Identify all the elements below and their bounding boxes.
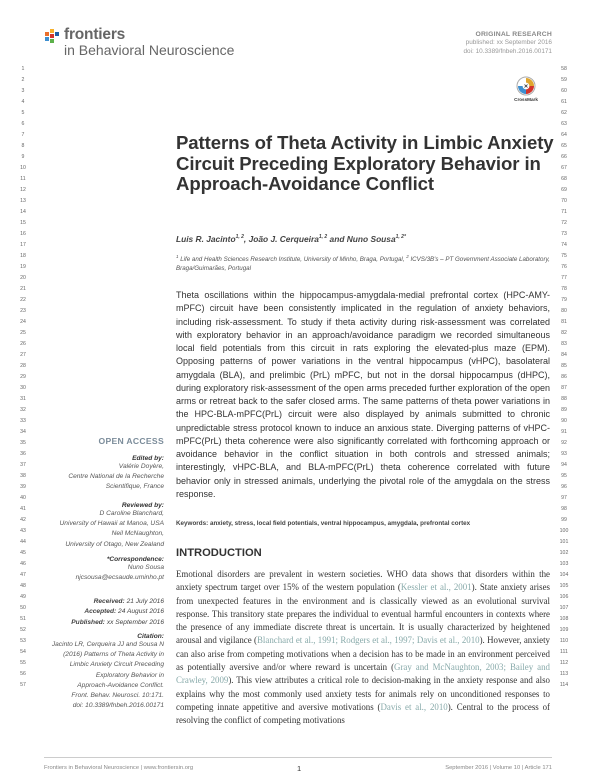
- line-number: 10: [20, 165, 26, 171]
- line-number: 24: [20, 319, 26, 325]
- reviewed-by-label: Reviewed by:: [121, 502, 164, 509]
- line-numbers-right: [556, 64, 572, 691]
- line-number: 7: [21, 132, 25, 138]
- line-number: 88: [561, 396, 567, 402]
- footer-journal[interactable]: Frontiers in Behavioral Neuroscience | www.frontiersin.org: [44, 765, 194, 771]
- line-number: 74: [561, 242, 567, 248]
- line-number: 82: [561, 330, 567, 336]
- affiliation-marker: 2: [406, 254, 409, 259]
- author-affiliation-marker: 1, 2: [235, 234, 244, 241]
- line-number: 92: [561, 440, 567, 446]
- line-number: 68: [561, 176, 567, 182]
- citation-line: doi: 10.3389/fnbeh.2016.00171: [72, 702, 164, 710]
- body-text-span: ). However, anxiety can also arise from competing motivations when a decision has to be made in an environment perceived as potentially aversive and/or where reward is uncertain (: [176, 635, 550, 673]
- line-number: 73: [561, 231, 567, 237]
- line-number: 106: [559, 594, 569, 600]
- open-access-label: OPEN ACCESS: [98, 436, 164, 446]
- line-number: 58: [561, 66, 567, 72]
- line-number: 102: [559, 550, 569, 556]
- line-number: 23: [20, 308, 26, 314]
- author-affiliation-marker: 1, 2*: [395, 234, 406, 241]
- crossmark-icon: [513, 76, 539, 98]
- line-number: 83: [561, 341, 567, 347]
- line-number: 51: [20, 616, 26, 622]
- accepted-value: 24 August 2016: [118, 608, 164, 616]
- line-number: 39: [20, 484, 26, 490]
- correspondence-line: Nuno Sousa: [127, 564, 164, 571]
- line-number: 75: [561, 253, 567, 259]
- editor-list: [36, 462, 164, 493]
- article-title: Patterns of Theta Activity in Limbic Anxiety Circuit Preceding Exploratory Behavior in Approach-Avoidance Conflict: [176, 132, 554, 194]
- line-number: 14: [20, 209, 26, 215]
- line-number: 78: [561, 286, 567, 292]
- citation-line: Jacinto LR, Cerqueira JJ and Sousa N: [51, 641, 164, 648]
- line-number: 86: [561, 374, 567, 380]
- line-number: 28: [20, 363, 26, 369]
- received-label: Received:: [93, 598, 125, 605]
- line-number: 16: [20, 231, 26, 237]
- line-number: 67: [561, 165, 567, 171]
- line-number: 33: [20, 418, 26, 424]
- line-number: 71: [561, 209, 567, 215]
- line-number: 64: [561, 132, 567, 138]
- crossmark-badge[interactable]: [513, 76, 539, 106]
- line-number: 99: [561, 517, 567, 523]
- introduction-paragraph: [176, 568, 550, 728]
- reviewer-line: University of Otago, New Zealand: [65, 540, 164, 548]
- line-number: 63: [561, 121, 567, 127]
- citation-line: Approach-Avoidance Conflict.: [77, 681, 164, 689]
- line-number: 52: [20, 627, 26, 633]
- line-number: 25: [20, 330, 26, 336]
- footer-volume: September 2016 | Volume 10 | Article 171: [445, 765, 552, 771]
- line-number: 43: [20, 528, 26, 534]
- citation: [36, 633, 164, 711]
- line-number: 85: [561, 363, 567, 369]
- article-type: ORIGINAL RESEARCH: [475, 31, 552, 38]
- line-number: 91: [561, 429, 567, 435]
- line-number: 90: [561, 418, 567, 424]
- line-number: 32: [20, 407, 26, 413]
- line-number: 56: [20, 671, 26, 677]
- citation-label: Citation:: [137, 633, 164, 640]
- line-number: 8: [21, 143, 25, 149]
- accepted-date: [36, 607, 164, 617]
- reviewed-by: [36, 502, 164, 550]
- line-number: 41: [20, 506, 26, 512]
- line-number: 101: [559, 539, 569, 545]
- line-number: 11: [20, 176, 26, 182]
- citation-line: Limbic Anxiety Circuit Preceding: [69, 661, 164, 669]
- line-number: 47: [20, 572, 26, 578]
- line-numbers-left: [16, 64, 30, 691]
- line-number: 44: [20, 539, 26, 545]
- correspondence: [36, 556, 164, 583]
- body-text-span: ). State anxiety arises from unexpected features in the environment and is classically viewed as an evolutional survival response. This transitory state prepares the individual to eventual harmful encounters in contexts where the presence of any immediate discrete threat is uncertain. It is usually characterized by heightened arousal and vigilance (: [176, 582, 550, 646]
- line-number: 49: [20, 594, 26, 600]
- frontiers-logo-icon: [44, 28, 64, 48]
- citation-line: Front. Behav. Neurosci. 10:171.: [71, 692, 164, 700]
- line-number: 17: [20, 242, 26, 248]
- line-number: 3: [21, 88, 25, 94]
- line-number: 38: [20, 473, 26, 479]
- citation-link[interactable]: Kessler et al., 2001: [400, 582, 472, 593]
- editor-line: Valérie Doyère,: [118, 463, 164, 470]
- brand-name: frontiers: [64, 26, 126, 43]
- affiliation: Life and Health Sciences Research Institute, University of Minho, Braga, Portugal,: [178, 256, 407, 264]
- line-number: 6: [21, 121, 25, 127]
- line-number: 5: [21, 110, 25, 116]
- line-number: 87: [561, 385, 567, 391]
- line-number: 96: [561, 484, 567, 490]
- line-number: 108: [559, 616, 569, 622]
- line-number: 62: [561, 110, 567, 116]
- edited-by-label: Edited by:: [132, 455, 164, 462]
- line-number: 72: [561, 220, 567, 226]
- line-number: 9: [21, 154, 25, 160]
- line-number: 97: [561, 495, 567, 501]
- reviewer-line: University of Hawaii at Manoa, USA: [59, 520, 164, 528]
- line-number: 113: [559, 671, 569, 677]
- line-number: 4: [21, 99, 25, 105]
- line-number: 53: [20, 638, 26, 644]
- received-value: 21 July 2016: [126, 598, 164, 605]
- line-number: 59: [561, 77, 567, 83]
- section-heading-introduction: INTRODUCTION: [176, 547, 262, 559]
- line-number: 103: [559, 561, 569, 567]
- line-number: 40: [20, 495, 26, 501]
- author-name[interactable]: Luis R. Jacinto: [176, 234, 236, 244]
- author-list: Luis R. Jacinto$^{1, 2}$, João J. Cerqueira$^{1, 2}$ and Nuno Sousa$^{1, 2*}$: [176, 234, 406, 244]
- line-number: 66: [561, 154, 567, 160]
- line-number: 21: [20, 286, 26, 292]
- line-number: 70: [561, 198, 567, 204]
- received-date: [36, 597, 164, 607]
- line-number: 37: [20, 462, 26, 468]
- line-number: 94: [561, 462, 567, 468]
- accepted-label: Accepted:: [84, 608, 117, 616]
- line-number: 100: [559, 528, 569, 534]
- article-header-info: [464, 31, 553, 56]
- journal-logo: [44, 26, 244, 66]
- line-number: 36: [20, 451, 26, 457]
- published-label: Published:: [71, 618, 105, 626]
- journal-name: in Behavioral Neuroscience: [64, 42, 235, 58]
- published-date-sidebar: [36, 618, 164, 628]
- line-number: 22: [20, 297, 26, 303]
- open-access-badge: [36, 436, 164, 446]
- citation-line: (2016) Patterns of Theta Activity in: [63, 651, 164, 659]
- footer-divider: [44, 757, 552, 758]
- line-number: 27: [20, 352, 26, 358]
- citation-link[interactable]: Gray and McNaughton, 2003; Bailey and Crawley, 2009: [176, 662, 550, 686]
- line-number: 95: [561, 473, 567, 479]
- citation-line: Exploratory Behavior in: [95, 671, 164, 679]
- citation-text: [36, 640, 164, 711]
- editor-line: Scientifique, France: [105, 483, 164, 491]
- line-number: 105: [559, 583, 569, 589]
- citation-link[interactable]: Davis et al., 2010: [380, 701, 448, 712]
- line-number: 20: [20, 275, 26, 281]
- body-text-span: Emotional disorders are prevalent in western societies. WHO data shows that disorders within the anxiety spectrum target over 15% of the western population (: [176, 569, 550, 593]
- dates: [36, 597, 164, 628]
- line-number: 55: [20, 660, 26, 666]
- line-number: 69: [561, 187, 567, 193]
- line-number: 112: [559, 660, 569, 666]
- line-number: 60: [561, 88, 567, 94]
- line-number: 109: [559, 627, 569, 633]
- line-number: 93: [561, 451, 567, 457]
- correspondence-line: njcsousa@ecsaude.uminho.pt: [75, 574, 164, 582]
- editor-line: Centre National de la Recherche: [68, 473, 164, 481]
- line-number: 18: [20, 253, 26, 259]
- line-number: 2: [21, 77, 25, 83]
- abstract: Theta oscillations within the hippocampus-amygdala-medial prefrontal cortex (HPC-AMY-mPFC) circuit have been consistently implicated in the regulation of anxiety behaviors, including risk-assessment. To study if theta activity during risk-assessment was correlated with exploratory behavior in an approach/avoidance paradigm we recorded simultaneous local field potentials from this circuit in rats exploring the elevated-plus maze (EPM). Opposing patterns of power variations in the ventral hippocampus (vHPC), basolateral amygdala (BLA), and prelimbic (PrL) mPFC, but not in the dorsal hippocampus (dHPC), during exploratory risk-assessment of the open arms preceded further exploration of the open arms or retreat back to the safer closed arms. The same patterns of theta power variations in the HPC-BLA-mPFC(PrL) circuit were also displayed by animals submitted to chronic unpredictable stress protocol known to induce an anxious state. Diverging patterns of vHPC-mPFC(PrL) theta coherence were also significantly correlated with forthcoming approach or avoidance behavior in the conflict situation in both controls and stressed animals; interestingly, vHPC-BLA, and BLA-mPFC(PrL) theta coherence correlated with future behavior only in stressed animals, underlying the pivotal role of the amygdala on the stress response.: [176, 290, 550, 499]
- affiliation-marker: 1: [176, 254, 179, 259]
- line-number: 30: [20, 385, 26, 391]
- line-number: 57: [20, 682, 26, 688]
- line-number: 65: [561, 143, 567, 149]
- line-number: 26: [20, 341, 26, 347]
- crossmark-label: CrossMark: [514, 97, 538, 102]
- line-number: 34: [20, 429, 26, 435]
- line-number: 48: [20, 583, 26, 589]
- line-number: 45: [20, 550, 26, 556]
- line-number: 114: [559, 682, 569, 688]
- keywords: Keywords: anxiety, stress, local field potentials, ventral hippocampus, amygdala, prefrontal cortex: [176, 520, 471, 527]
- line-number: 77: [561, 275, 567, 281]
- affiliation: ICVS/3B's – PT Government Associate Laboratory, Braga/Guimarães, Portugal: [176, 256, 550, 273]
- line-number: 98: [561, 506, 567, 512]
- line-number: 80: [561, 308, 567, 314]
- reviewer-line: D Caroline Blanchard,: [99, 510, 164, 517]
- line-number: 54: [20, 649, 26, 655]
- published-date: published: xx September 2016: [465, 39, 552, 47]
- line-number: 29: [20, 374, 26, 380]
- line-number: 46: [20, 561, 26, 567]
- line-number: 31: [20, 396, 26, 402]
- line-number: 81: [561, 319, 567, 325]
- author-affiliation-marker: 1, 2: [318, 234, 328, 241]
- citation-link[interactable]: Blanchard et al., 1991; Rodgers et al., 1997; Davis et al., 2010: [257, 635, 480, 646]
- line-number: 110: [559, 638, 569, 644]
- line-number: 15: [20, 220, 26, 226]
- correspondence-details: [36, 563, 164, 583]
- line-number: 104: [559, 572, 569, 578]
- correspondence-label: *Correspondence:: [106, 556, 164, 563]
- line-number: 50: [20, 605, 26, 611]
- author-name[interactable]: João J. Cerqueira: [248, 234, 319, 244]
- line-number: 13: [20, 198, 26, 204]
- line-number: 42: [20, 517, 26, 523]
- line-number: 76: [561, 264, 567, 270]
- doi: doi: 10.3389/fnbeh.2016.00171: [463, 47, 552, 55]
- edited-by: [36, 455, 164, 493]
- line-number: 84: [561, 352, 567, 358]
- line-number: 89: [561, 407, 567, 413]
- published-value: xx September 2016: [106, 618, 164, 626]
- line-number: 19: [20, 264, 26, 270]
- line-number: 1: [21, 66, 25, 72]
- line-number: 61: [561, 99, 567, 105]
- reviewer-list: [36, 509, 164, 550]
- author-name[interactable]: and Nuno Sousa: [329, 234, 396, 244]
- reviewer-line: Neil McNaughton,: [111, 530, 164, 538]
- line-number: 35: [20, 440, 26, 446]
- body-text-span: ). Central to the process of resolving the conflict of competing motivations: [176, 701, 551, 726]
- body-text-span: ). This view attributes a critical role to decision-making in the anxiety response and also explains why the most commonly used anxiety tests for animals rely on unconditioned responses to competing innate appetitive and aversive motivations (: [176, 675, 550, 712]
- line-number: 111: [560, 649, 568, 655]
- line-number: 12: [20, 187, 26, 193]
- line-number: 79: [561, 297, 567, 303]
- page-number: 1: [297, 764, 302, 773]
- affiliations: [176, 252, 550, 273]
- line-number: 107: [559, 605, 569, 611]
